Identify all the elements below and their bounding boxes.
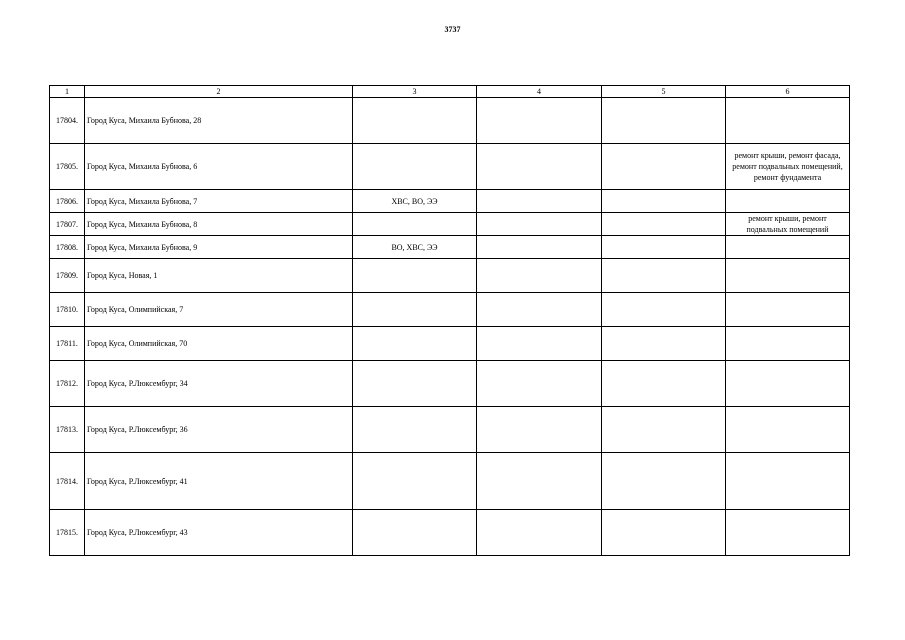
header-row xyxy=(50,86,850,98)
table-row xyxy=(50,361,850,407)
row-col5 xyxy=(602,190,726,213)
row-col5 xyxy=(602,98,726,144)
column-header-1: 1 xyxy=(50,86,85,98)
row-number: 17809. xyxy=(50,259,85,293)
row-address: Город Куса, Михаила Бубнова, 28 xyxy=(85,98,353,144)
row-col4 xyxy=(477,327,602,361)
row-col6 xyxy=(726,293,850,327)
row-number: 17810. xyxy=(50,293,85,327)
row-col6 xyxy=(726,510,850,556)
column-header-5: 5 xyxy=(602,86,726,98)
column-header-4: 4 xyxy=(477,86,602,98)
column-header-2: 2 xyxy=(85,86,353,98)
row-col4 xyxy=(477,361,602,407)
row-col3 xyxy=(353,144,477,190)
row-col5 xyxy=(602,293,726,327)
row-address: Город Куса, Олимпийская, 7 xyxy=(85,293,353,327)
table-row xyxy=(50,510,850,556)
row-address: Город Куса, Михаила Бубнова, 9 xyxy=(85,236,353,259)
row-col5 xyxy=(602,361,726,407)
row-col6 xyxy=(726,98,850,144)
page-number: 3737 xyxy=(444,25,461,34)
row-col4 xyxy=(477,213,602,236)
table-row xyxy=(50,144,850,190)
table-row xyxy=(50,213,850,236)
row-number: 17815. xyxy=(50,510,85,556)
row-address: Город Куса, Михаила Бубнова, 7 xyxy=(85,190,353,213)
row-col3 xyxy=(353,293,477,327)
row-col3 xyxy=(353,453,477,510)
row-col5 xyxy=(602,453,726,510)
row-number: 17811. xyxy=(50,327,85,361)
row-address: Город Куса, Новая, 1 xyxy=(85,259,353,293)
row-number: 17805. xyxy=(50,144,85,190)
row-col3 xyxy=(353,361,477,407)
row-number: 17813. xyxy=(50,407,85,453)
row-col4 xyxy=(477,510,602,556)
table-row xyxy=(50,293,850,327)
row-col4 xyxy=(477,236,602,259)
table-row xyxy=(50,259,850,293)
row-col5 xyxy=(602,407,726,453)
row-number: 17806. xyxy=(50,190,85,213)
row-col4 xyxy=(477,453,602,510)
row-col4 xyxy=(477,144,602,190)
registry-table xyxy=(49,85,850,556)
row-col3 xyxy=(353,213,477,236)
row-col6 xyxy=(726,236,850,259)
row-col6: ремонт крыши, ремонт подвальных помещений xyxy=(726,213,850,236)
row-address: Город Куса, Р.Люксембург, 36 xyxy=(85,407,353,453)
row-col4 xyxy=(477,190,602,213)
row-col3 xyxy=(353,98,477,144)
row-number: 17812. xyxy=(50,361,85,407)
table-row xyxy=(50,98,850,144)
row-col5 xyxy=(602,327,726,361)
table-row xyxy=(50,236,850,259)
row-col3: ВО, ХВС, ЭЭ xyxy=(353,236,477,259)
row-col6 xyxy=(726,327,850,361)
row-col5 xyxy=(602,144,726,190)
row-address: Город Куса, Михаила Бубнова, 6 xyxy=(85,144,353,190)
row-col6 xyxy=(726,407,850,453)
table-row xyxy=(50,453,850,510)
table-row xyxy=(50,327,850,361)
row-col4 xyxy=(477,293,602,327)
row-address: Город Куса, Олимпийская, 70 xyxy=(85,327,353,361)
row-col6 xyxy=(726,259,850,293)
row-col5 xyxy=(602,213,726,236)
row-col6 xyxy=(726,453,850,510)
row-col4 xyxy=(477,259,602,293)
row-col4 xyxy=(477,407,602,453)
row-col5 xyxy=(602,259,726,293)
row-col3 xyxy=(353,259,477,293)
row-address: Город Куса, Р.Люксембург, 43 xyxy=(85,510,353,556)
row-col3: ХВС, ВО, ЭЭ xyxy=(353,190,477,213)
row-address: Город Куса, Р.Люксембург, 41 xyxy=(85,453,353,510)
row-number: 17804. xyxy=(50,98,85,144)
row-col5 xyxy=(602,236,726,259)
row-address: Город Куса, Р.Люксембург, 34 xyxy=(85,361,353,407)
row-col3 xyxy=(353,407,477,453)
column-header-3: 3 xyxy=(353,86,477,98)
table-row xyxy=(50,407,850,453)
column-header-6: 6 xyxy=(726,86,850,98)
row-address: Город Куса, Михаила Бубнова, 8 xyxy=(85,213,353,236)
row-col6 xyxy=(726,190,850,213)
row-col6 xyxy=(726,361,850,407)
row-col3 xyxy=(353,510,477,556)
row-number: 17807. xyxy=(50,213,85,236)
row-col3 xyxy=(353,327,477,361)
row-col6: ремонт крыши, ремонт фасада, ремонт подвальных помещений, ремонт фундамента xyxy=(726,144,850,190)
row-col4 xyxy=(477,98,602,144)
row-number: 17814. xyxy=(50,453,85,510)
row-number: 17808. xyxy=(50,236,85,259)
table-row xyxy=(50,190,850,213)
row-col5 xyxy=(602,510,726,556)
